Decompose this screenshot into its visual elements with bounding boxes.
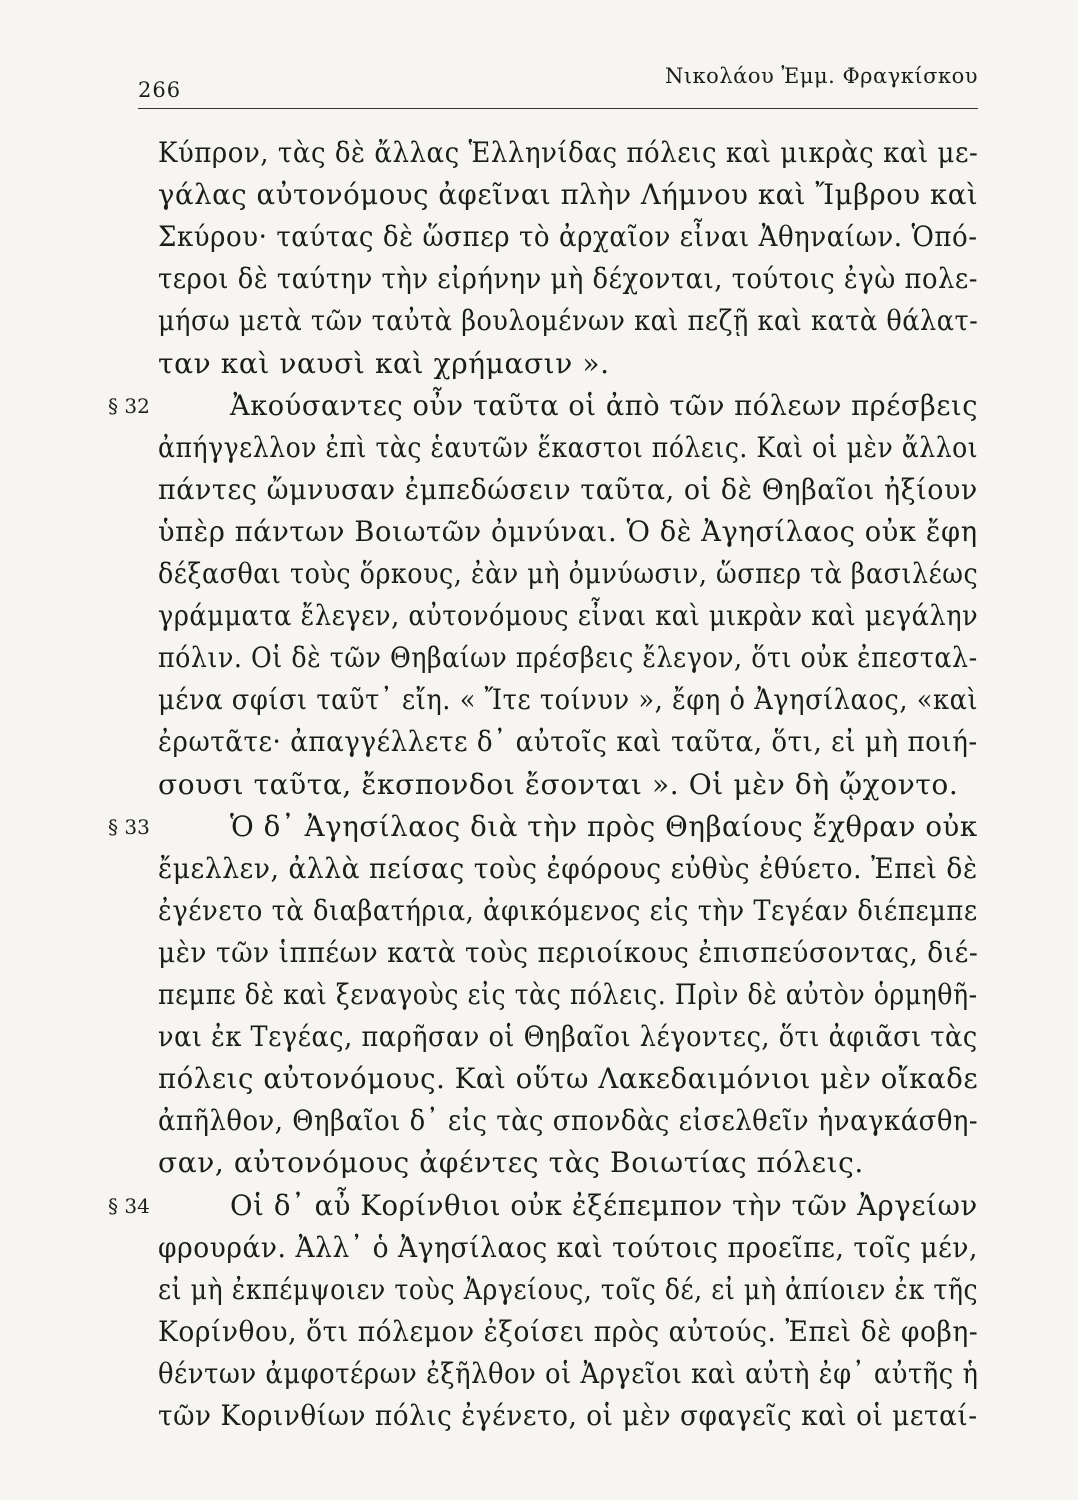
text-line: ἔμελλεν, ἀλλὰ πείσας τοὺς ἐφόρους εὐθὺς ἐθύετο. Ἐπεὶ δὲ xyxy=(158,851,978,885)
text-line: Οἱ δ᾽ αὖ Κορίνθιοι οὐκ ἐξέπεμπον τὴν τῶν Ἀργείων xyxy=(230,1188,978,1222)
text-line: Κύπρον, τὰς δὲ ἄλλας Ἑλληνίδας πόλεις καὶ μικρὰς καὶ με- xyxy=(158,136,979,169)
text-line: φρουράν. Ἀλλ᾽ ὁ Ἀγησίλαος καὶ τούτοις προεῖπε, τοῖς μέν, xyxy=(158,1230,979,1264)
text-line: πεμπε δὲ καὶ ξεναγοὺς εἰς τὰς πόλεις. Πρὶν δὲ αὐτὸν ὁρμηθῆ- xyxy=(158,978,978,1011)
header-rule xyxy=(138,108,978,109)
text-line: ἀπήγγελλον ἐπὶ τὰς ἑαυτῶν ἕκαστοι πόλεις. Καὶ οἱ μὲν ἄλλοι xyxy=(158,430,979,464)
text-line: Ὁ δ᾽ Ἀγησίλαος διὰ τὴν πρὸς Θηβαίους ἔχθραν οὐκ xyxy=(230,809,978,843)
page-header xyxy=(138,64,978,104)
text-line: θέντων ἀμφοτέρων ἐξῆλθον οἱ Ἀργεῖοι καὶ αὐτὴ ἐφ᾽ αὐτῆς ἡ xyxy=(158,1356,979,1390)
text-line: μένα σφίσι ταῦτ᾽ εἴη. « Ἴτε τοίνυν », ἔφη ὁ Ἀγησίλαος, «καὶ xyxy=(158,683,979,717)
text-line: δέξασθαι τοὺς ὅρκους, ἐὰν μὴ ὀμνύωσιν, ὥσπερ τὰ βασιλέως xyxy=(158,557,979,590)
text-line: εἰ μὴ ἐκπέμψοιεν τοὺς Ἀργείους, τοῖς δέ, εἰ μὴ ἀπίοιεν ἐκ τῆς xyxy=(158,1272,979,1306)
text-line: μήσω μετὰ τῶν ταὐτὰ βουλομένων καὶ πεζῇ καὶ κατὰ θάλατ- xyxy=(158,304,979,338)
running-head: Νικολάου Ἐμμ. Φραγκίσκου xyxy=(664,64,978,88)
text-line: Κορίνθου, ὅτι πόλεμον ἐξοίσει πρὸς αὐτούς. Ἐπεὶ δὲ φοβη- xyxy=(158,1314,979,1348)
text-line: πόλεις αὐτονόμους. Καὶ οὕτω Λακεδαιμόνιοι μὲν οἴκαδε xyxy=(158,1062,979,1096)
text-line: Σκύρου· ταύτας δὲ ὥσπερ τὸ ἀρχαῖον εἶναι Ἀθηναίων. Ὁπό- xyxy=(158,220,978,254)
text-line: πάντες ὤμνυσαν ἐμπεδώσειν ταῦτα, οἱ δὲ Θηβαῖοι ἠξίουν xyxy=(158,472,978,506)
text-line: ταν καὶ ναυσὶ καὶ χρήμασιν ». xyxy=(158,346,610,380)
section-marker: § 34 xyxy=(108,1193,150,1218)
text-line: σαν, αὐτονόμους ἀφέντες τὰς Βοιωτίας πόλεις. xyxy=(158,1146,864,1180)
text-line: ἐγένετο τὰ διαβατήρια, ἀφικόμενος εἰς τὴν Τεγέαν διέπεμπε xyxy=(158,893,978,927)
text-line: ἐρωτᾶτε· ἀπαγγέλλετε δ᾽ αὐτοῖς καὶ ταῦτα, ὅτι, εἰ μὴ ποιή- xyxy=(158,725,978,759)
section-marker: § 32 xyxy=(108,393,150,418)
text-line: πόλιν. Οἱ δὲ τῶν Θηβαίων πρέσβεις ἔλεγον, ὅτι οὐκ ἐπεσταλ- xyxy=(158,641,978,675)
text-line: μὲν τῶν ἱππέων κατὰ τοὺς περιοίκους ἐπισπεύσοντας, διέ- xyxy=(158,935,979,969)
text-line: τεροι δὲ ταύτην τὴν εἰρήνην μὴ δέχονται, τούτοις ἐγὼ πολε- xyxy=(158,262,979,296)
text-line: ναι ἐκ Τεγέας, παρῆσαν οἱ Θηβαῖοι λέγοντες, ὅτι ἀφιᾶσι τὰς xyxy=(158,1020,978,1054)
text-line: γράμματα ἔλεγεν, αὐτονόμους εἶναι καὶ μικρὰν καὶ μεγάλην xyxy=(158,599,979,633)
text-line: γάλας αὐτονόμους ἀφεῖναι πλὴν Λήμνου καὶ Ἴμβρου καὶ xyxy=(158,178,979,212)
section-marker: § 33 xyxy=(108,814,150,839)
page-number: 266 xyxy=(138,78,182,102)
text-line: τῶν Κορινθίων πόλις ἐγένετο, οἱ μὲν σφαγεῖς καὶ οἱ μεταί- xyxy=(158,1399,978,1432)
text-line: σουσι ταῦτα, ἔκσπονδοι ἔσονται ». Οἱ μὲν δὴ ᾤχοντο. xyxy=(158,767,959,801)
text-line: ἀπῆλθον, Θηβαῖοι δ᾽ εἰς τὰς σπονδὰς εἰσελθεῖν ἠναγκάσθη- xyxy=(158,1104,979,1138)
text-line: Ἀκούσαντες οὖν ταῦτα οἱ ἀπὸ τῶν πόλεων πρέσβεις xyxy=(230,388,979,422)
text-line: ὑπὲρ πάντων Βοιωτῶν ὀμνύναι. Ὁ δὲ Ἀγησίλαος οὐκ ἔφη xyxy=(158,514,978,548)
